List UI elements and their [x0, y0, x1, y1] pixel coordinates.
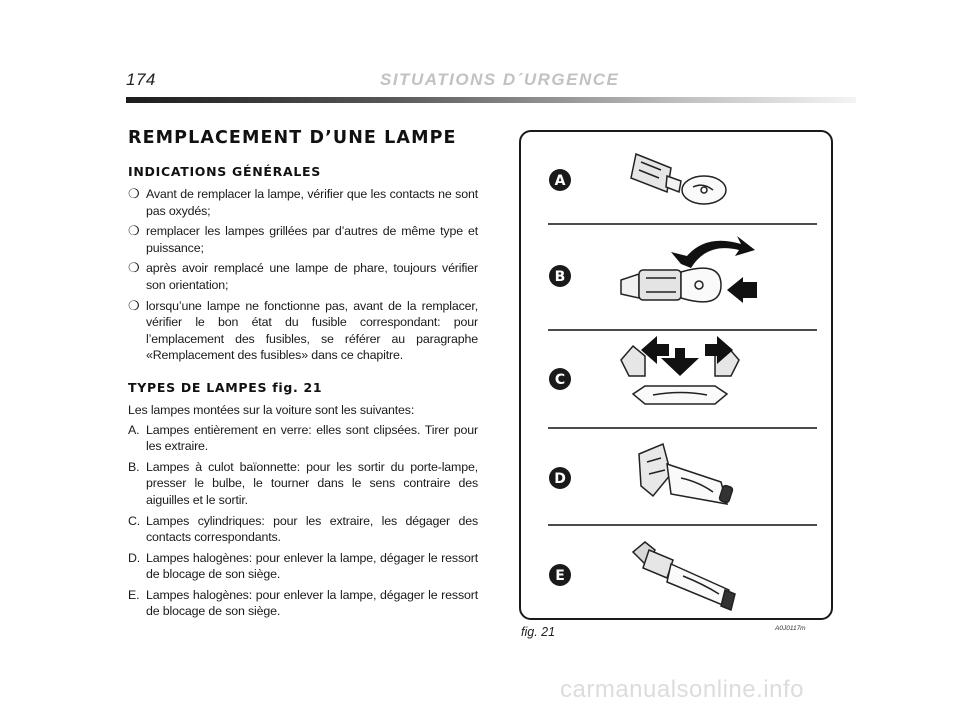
lamp-type-item: [128, 422, 478, 455]
bullet-item: [128, 260, 478, 293]
lamp-type-letter: A.: [128, 422, 140, 437]
panel-badge-b: [549, 265, 571, 287]
panel-badge-e: [549, 564, 571, 586]
bullet-text: remplacer les lampes grillées par d’autres de même type et puissance;: [146, 224, 478, 255]
bullet-circle-icon: ❍: [128, 260, 140, 276]
lamp-type-text: Lampes halogènes: pour enlever la lampe, dégager le ressort de blocage de son siège.: [146, 587, 478, 619]
lamp-type-item: [128, 513, 478, 546]
header-rule: [126, 97, 856, 103]
rotate-arrow-icon: [671, 236, 755, 268]
panel-label-d: D: [554, 471, 566, 487]
watermark: carmanualsonline.info: [560, 676, 804, 703]
panel-badge-d: [549, 467, 571, 489]
main-title: REMPLACEMENT D’UNE LAMPE: [128, 128, 457, 148]
lamp-illustrations: [521, 132, 835, 622]
bullet-circle-icon: ❍: [128, 223, 140, 239]
bullet-circle-icon: ❍: [128, 297, 140, 313]
lamp-type-text: Lampes entièrement en verre: elles sont clipsées. Tirer pour les extraire.: [146, 422, 478, 454]
figure-frame: [519, 130, 833, 620]
text-column: [128, 128, 478, 624]
general-section-title: INDICATIONS GÉNÉRALES: [128, 164, 321, 179]
bullet-text: Avant de remplacer la lampe, vérifier que les contacts ne sont pas oxydés;: [146, 187, 478, 218]
lamp-type-letter: C.: [128, 513, 141, 528]
halogen-bulb-e-icon: [633, 542, 735, 610]
types-section-title: TYPES DE LAMPES fig. 21: [128, 379, 323, 395]
panel-badge-c: [549, 368, 571, 390]
types-intro: Les lampes montées sur la voiture sont les suivantes:: [128, 402, 415, 417]
bullet-item: [128, 223, 478, 256]
lamp-type-item: [128, 587, 478, 620]
panel-badge-a: [549, 169, 571, 191]
bullet-circle-icon: ❍: [128, 186, 140, 201]
halogen-bulb-d-icon: [639, 444, 733, 504]
figure-caption: fig. 21: [521, 625, 556, 639]
lamp-type-text: Lampes halogènes: pour enlever la lampe, dégager le ressort de blocage de son siège.: [146, 550, 478, 582]
glass-wedge-bulb-icon: [631, 154, 726, 204]
bullet-text: après avoir remplacé une lampe de phare, toujours vérifier son orientation;: [146, 261, 478, 292]
panel-label-c: C: [554, 372, 566, 388]
panel-label-e: E: [555, 568, 565, 584]
lamp-type-letter: D.: [128, 550, 141, 565]
lamp-type-item: [128, 550, 478, 583]
panel-label-a: A: [554, 173, 566, 189]
lamp-type-item: [128, 459, 478, 509]
general-bullet-list: [128, 186, 478, 364]
page-number: 174: [126, 70, 156, 89]
lamp-type-text: Lampes cylindriques: pour les extraire, les dégager des contacts correspondants.: [146, 513, 478, 545]
panel-label-b: B: [554, 269, 566, 285]
running-title: SITUATIONS D´URGENCE: [380, 70, 620, 89]
bullet-item: [128, 186, 478, 219]
figure-code: A0J0117m: [775, 625, 806, 632]
push-arrow-icon: [727, 277, 757, 303]
lamp-type-text: Lampes à culot baïonnette: pour les sortir du porte-lampe, presser le bulbe, le tourner dans le sens contraire des aiguilles et le sortir.: [146, 459, 478, 507]
lamp-types-list: [128, 422, 478, 621]
bullet-item: [128, 298, 478, 364]
bullet-text: lorsqu’une lampe ne fonctionne pas, avant de la remplacer, vérifier le bon état du fusible correspondant: pour l’emplacement des fusibles, se référer au paragraphe «Remplacement des fusibles» dans ce chapitre.: [146, 298, 478, 363]
lamp-type-letter: E.: [128, 587, 140, 602]
lamp-type-letter: B.: [128, 459, 140, 474]
bayonet-bulb-icon: [621, 268, 721, 302]
